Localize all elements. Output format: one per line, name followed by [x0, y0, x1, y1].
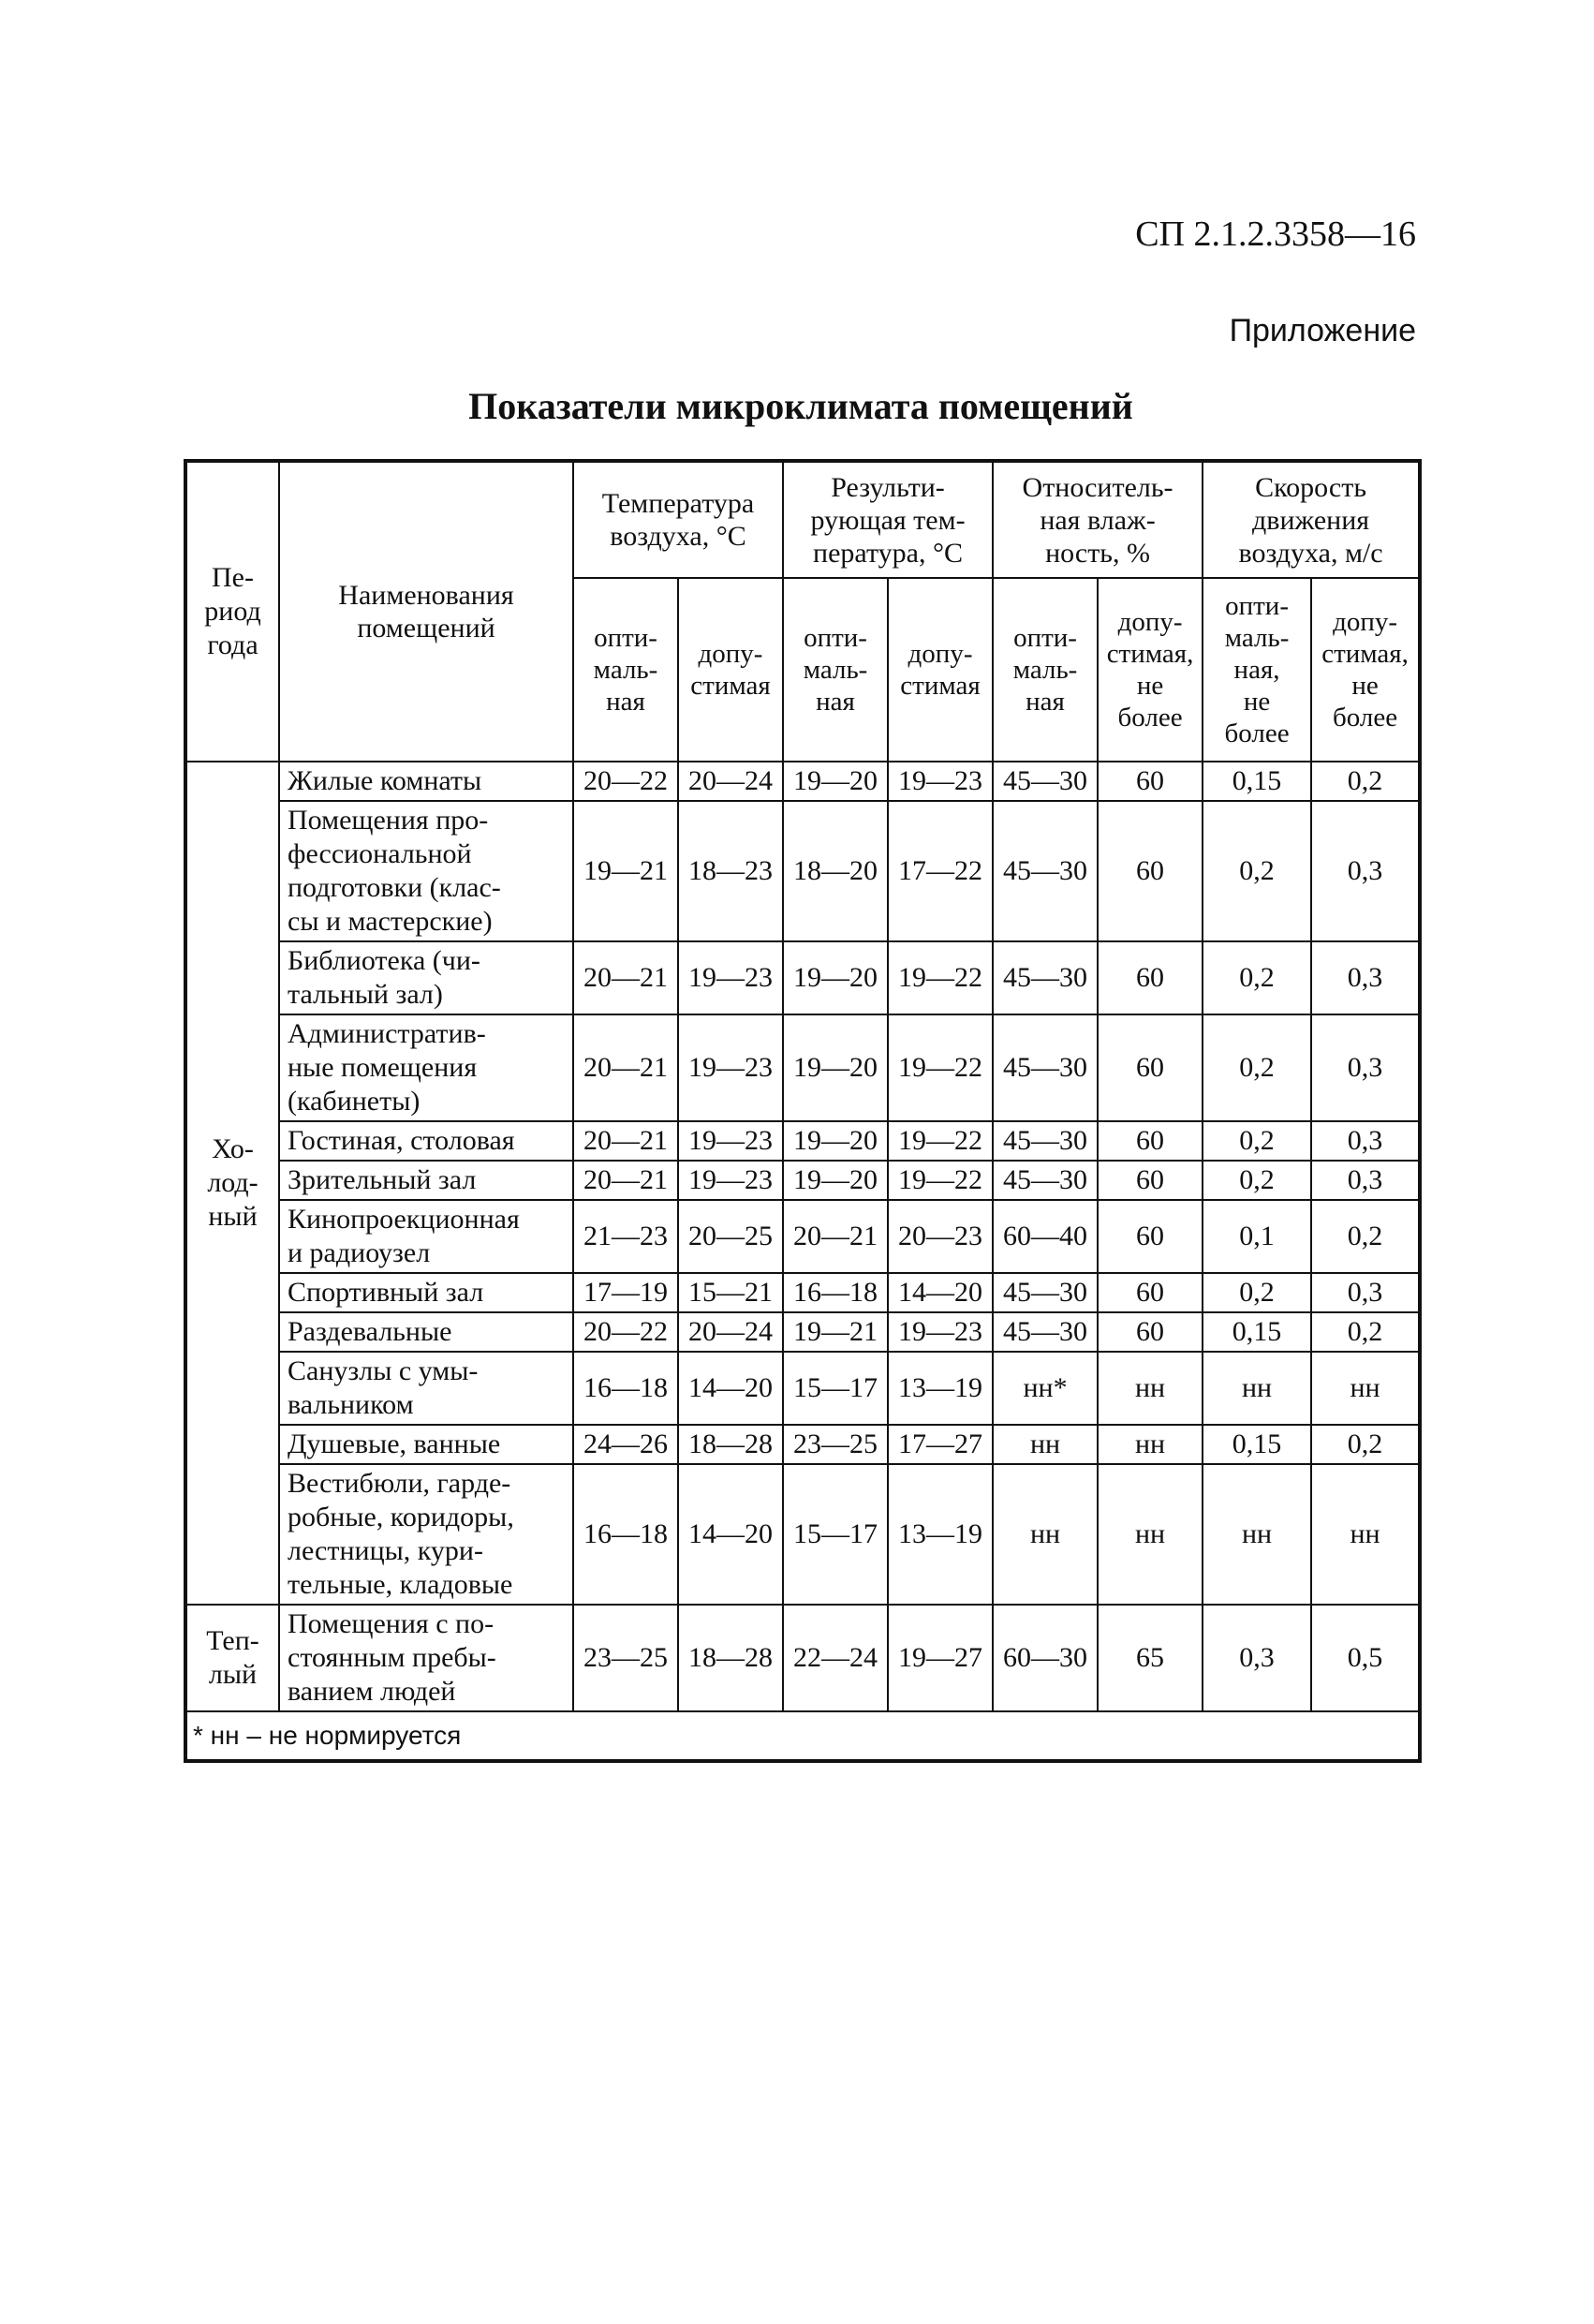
subheader-speed-allowed: допу- стимая, не более [1311, 578, 1420, 762]
value-cell: 0,2 [1203, 941, 1311, 1014]
value-cell: 60 [1098, 941, 1203, 1014]
value-cell: 60 [1098, 762, 1203, 801]
footnote-row [185, 1711, 1420, 1761]
value-cell: 19—20 [783, 941, 888, 1014]
subheader-humidity-optimal: опти- маль- ная [993, 578, 1098, 762]
value-cell: 14—20 [678, 1352, 783, 1425]
value-cell: 0,1 [1203, 1200, 1311, 1273]
value-cell: 19—23 [888, 1312, 993, 1352]
room-name-cell: Вестибюли, гарде- робные, коридоры, лестницы, кури- тельные, кладовые [279, 1464, 573, 1605]
value-cell: 20—25 [678, 1200, 783, 1273]
value-cell: 14—20 [888, 1273, 993, 1312]
value-cell: 0,2 [1311, 1312, 1420, 1352]
value-cell: 19—23 [678, 1121, 783, 1161]
value-cell: 0,3 [1311, 941, 1420, 1014]
value-cell: 0,3 [1311, 1273, 1420, 1312]
value-cell: 20—21 [783, 1200, 888, 1273]
value-cell: 15—17 [783, 1464, 888, 1605]
value-cell: 21—23 [573, 1200, 678, 1273]
table-row [185, 1352, 1420, 1425]
header-period: Пе- риод года [185, 461, 279, 762]
header-air-temperature: Температура воздуха, °С [573, 461, 783, 578]
table-row [185, 801, 1420, 941]
value-cell: 20—22 [573, 1312, 678, 1352]
room-name-cell: Помещения с по- стоянным пребы- ванием людей [279, 1605, 573, 1711]
room-name-cell: Гостиная, столовая [279, 1121, 573, 1161]
value-cell: 20—21 [573, 941, 678, 1014]
value-cell: 0,2 [1203, 1161, 1311, 1200]
value-cell: 18—23 [678, 801, 783, 941]
value-cell: нн [1098, 1352, 1203, 1425]
value-cell: 65 [1098, 1605, 1203, 1711]
table-row [185, 762, 1420, 801]
value-cell: 0,15 [1203, 762, 1311, 801]
value-cell: 15—21 [678, 1273, 783, 1312]
microclimate-table [184, 459, 1422, 1763]
header-row-groups [185, 461, 1420, 578]
value-cell: 60 [1098, 1014, 1203, 1121]
value-cell: 18—28 [678, 1605, 783, 1711]
value-cell: 19—21 [573, 801, 678, 941]
room-name-cell: Санузлы с умы- вальником [279, 1352, 573, 1425]
value-cell: 60—30 [993, 1605, 1098, 1711]
document-code: СП 2.1.2.3358—16 [1135, 215, 1416, 254]
subheader-humidity-allowed: допу- стимая, не более [1098, 578, 1203, 762]
value-cell: 20—21 [573, 1161, 678, 1200]
value-cell: 19—23 [888, 762, 993, 801]
value-cell: 60 [1098, 1273, 1203, 1312]
value-cell: 60—40 [993, 1200, 1098, 1273]
value-cell: нн [1311, 1352, 1420, 1425]
value-cell: 60 [1098, 1200, 1203, 1273]
value-cell: 0,15 [1203, 1312, 1311, 1352]
value-cell: 20—22 [573, 762, 678, 801]
value-cell: 13—19 [888, 1352, 993, 1425]
table-row [185, 941, 1420, 1014]
value-cell: 18—28 [678, 1425, 783, 1464]
value-cell: 17—22 [888, 801, 993, 941]
value-cell: 19—22 [888, 1014, 993, 1121]
footnote: * нн – не нормируется [185, 1711, 1420, 1761]
value-cell: 0,3 [1311, 1161, 1420, 1200]
room-name-cell: Помещения про- фессиональной подготовки (клас- сы и мастерские) [279, 801, 573, 941]
subheader-speed-optimal: опти- маль- ная, не более [1203, 578, 1311, 762]
value-cell: 20—24 [678, 762, 783, 801]
subheader-result-temp-optimal: опти- маль- ная [783, 578, 888, 762]
room-name-cell: Раздевальные [279, 1312, 573, 1352]
value-cell: 19—20 [783, 1014, 888, 1121]
room-name-cell: Спортивный зал [279, 1273, 573, 1312]
value-cell: 0,2 [1203, 1014, 1311, 1121]
value-cell: 0,3 [1203, 1605, 1311, 1711]
value-cell: 45—30 [993, 762, 1098, 801]
value-cell: 16—18 [573, 1464, 678, 1605]
period-warm: Теп- лый [185, 1605, 279, 1711]
value-cell: 45—30 [993, 801, 1098, 941]
table-row [185, 1425, 1420, 1464]
value-cell: 60 [1098, 801, 1203, 941]
header-relative-humidity: Относитель- ная влаж- ность, % [993, 461, 1203, 578]
value-cell: 60 [1098, 1312, 1203, 1352]
value-cell: 19—22 [888, 1161, 993, 1200]
value-cell: 0,5 [1311, 1605, 1420, 1711]
subheader-air-temp-optimal: опти- маль- ная [573, 578, 678, 762]
value-cell: нн [1098, 1464, 1203, 1605]
value-cell: 20—21 [573, 1014, 678, 1121]
value-cell: 14—20 [678, 1464, 783, 1605]
value-cell: 19—23 [678, 1161, 783, 1200]
table-row [185, 1605, 1420, 1711]
value-cell: 0,2 [1311, 1425, 1420, 1464]
value-cell: 0,15 [1203, 1425, 1311, 1464]
value-cell: 0,2 [1203, 1273, 1311, 1312]
subheader-air-temp-allowed: допу- стимая [678, 578, 783, 762]
value-cell: 0,2 [1311, 762, 1420, 801]
value-cell: 22—24 [783, 1605, 888, 1711]
table-row [185, 1273, 1420, 1312]
value-cell: 19—27 [888, 1605, 993, 1711]
value-cell: 16—18 [573, 1352, 678, 1425]
value-cell: 0,3 [1311, 801, 1420, 941]
room-name-cell: Жилые комнаты [279, 762, 573, 801]
table-row [185, 1464, 1420, 1605]
header-resulting-temperature: Результи- рующая тем- пература, °С [783, 461, 993, 578]
value-cell: 20—24 [678, 1312, 783, 1352]
value-cell: 17—19 [573, 1273, 678, 1312]
header-air-speed: Скорость движения воздуха, м/с [1203, 461, 1420, 578]
value-cell: 45—30 [993, 1014, 1098, 1121]
value-cell: 19—20 [783, 1121, 888, 1161]
value-cell: 0,3 [1311, 1121, 1420, 1161]
table-row [185, 1014, 1420, 1121]
value-cell: 0,2 [1203, 801, 1311, 941]
header-room-names: Наименования помещений [279, 461, 573, 762]
value-cell: 20—23 [888, 1200, 993, 1273]
page-title: Показатели микроклимата помещений [468, 385, 1133, 427]
value-cell: 15—17 [783, 1352, 888, 1425]
value-cell: нн [1203, 1464, 1311, 1605]
value-cell: 20—21 [573, 1121, 678, 1161]
room-name-cell: Кинопроекционная и радиоузел [279, 1200, 573, 1273]
value-cell: 60 [1098, 1161, 1203, 1200]
table-row [185, 1121, 1420, 1161]
room-name-cell: Административ- ные помещения (кабинеты) [279, 1014, 573, 1121]
value-cell: 45—30 [993, 1161, 1098, 1200]
value-cell: 17—27 [888, 1425, 993, 1464]
value-cell: 16—18 [783, 1273, 888, 1312]
room-name-cell: Библиотека (чи- тальный зал) [279, 941, 573, 1014]
table-row [185, 1312, 1420, 1352]
value-cell: 45—30 [993, 1312, 1098, 1352]
value-cell: 45—30 [993, 1273, 1098, 1312]
value-cell: нн [1098, 1425, 1203, 1464]
room-name-cell: Зрительный зал [279, 1161, 573, 1200]
table-row [185, 1200, 1420, 1273]
value-cell: нн [1311, 1464, 1420, 1605]
value-cell: 45—30 [993, 1121, 1098, 1161]
value-cell: нн [1203, 1352, 1311, 1425]
value-cell: 60 [1098, 1121, 1203, 1161]
value-cell: 13—19 [888, 1464, 993, 1605]
value-cell: 19—20 [783, 1161, 888, 1200]
value-cell: нн [993, 1425, 1098, 1464]
value-cell: 19—22 [888, 941, 993, 1014]
value-cell: 19—23 [678, 941, 783, 1014]
value-cell: 19—23 [678, 1014, 783, 1121]
value-cell: 18—20 [783, 801, 888, 941]
value-cell: 0,2 [1311, 1200, 1420, 1273]
value-cell: 24—26 [573, 1425, 678, 1464]
value-cell: 0,3 [1311, 1014, 1420, 1121]
value-cell: 19—20 [783, 762, 888, 801]
value-cell: нн [993, 1464, 1098, 1605]
value-cell: 0,2 [1203, 1121, 1311, 1161]
value-cell: 23—25 [783, 1425, 888, 1464]
value-cell: 19—22 [888, 1121, 993, 1161]
value-cell: нн* [993, 1352, 1098, 1425]
period-cold: Хо- лод- ный [185, 762, 279, 1605]
value-cell: 19—21 [783, 1312, 888, 1352]
room-name-cell: Душевые, ванные [279, 1425, 573, 1464]
table-row [185, 1161, 1420, 1200]
value-cell: 45—30 [993, 941, 1098, 1014]
value-cell: 23—25 [573, 1605, 678, 1711]
subheader-result-temp-allowed: допу- стимая [888, 578, 993, 762]
appendix-label: Приложение [1229, 313, 1416, 348]
